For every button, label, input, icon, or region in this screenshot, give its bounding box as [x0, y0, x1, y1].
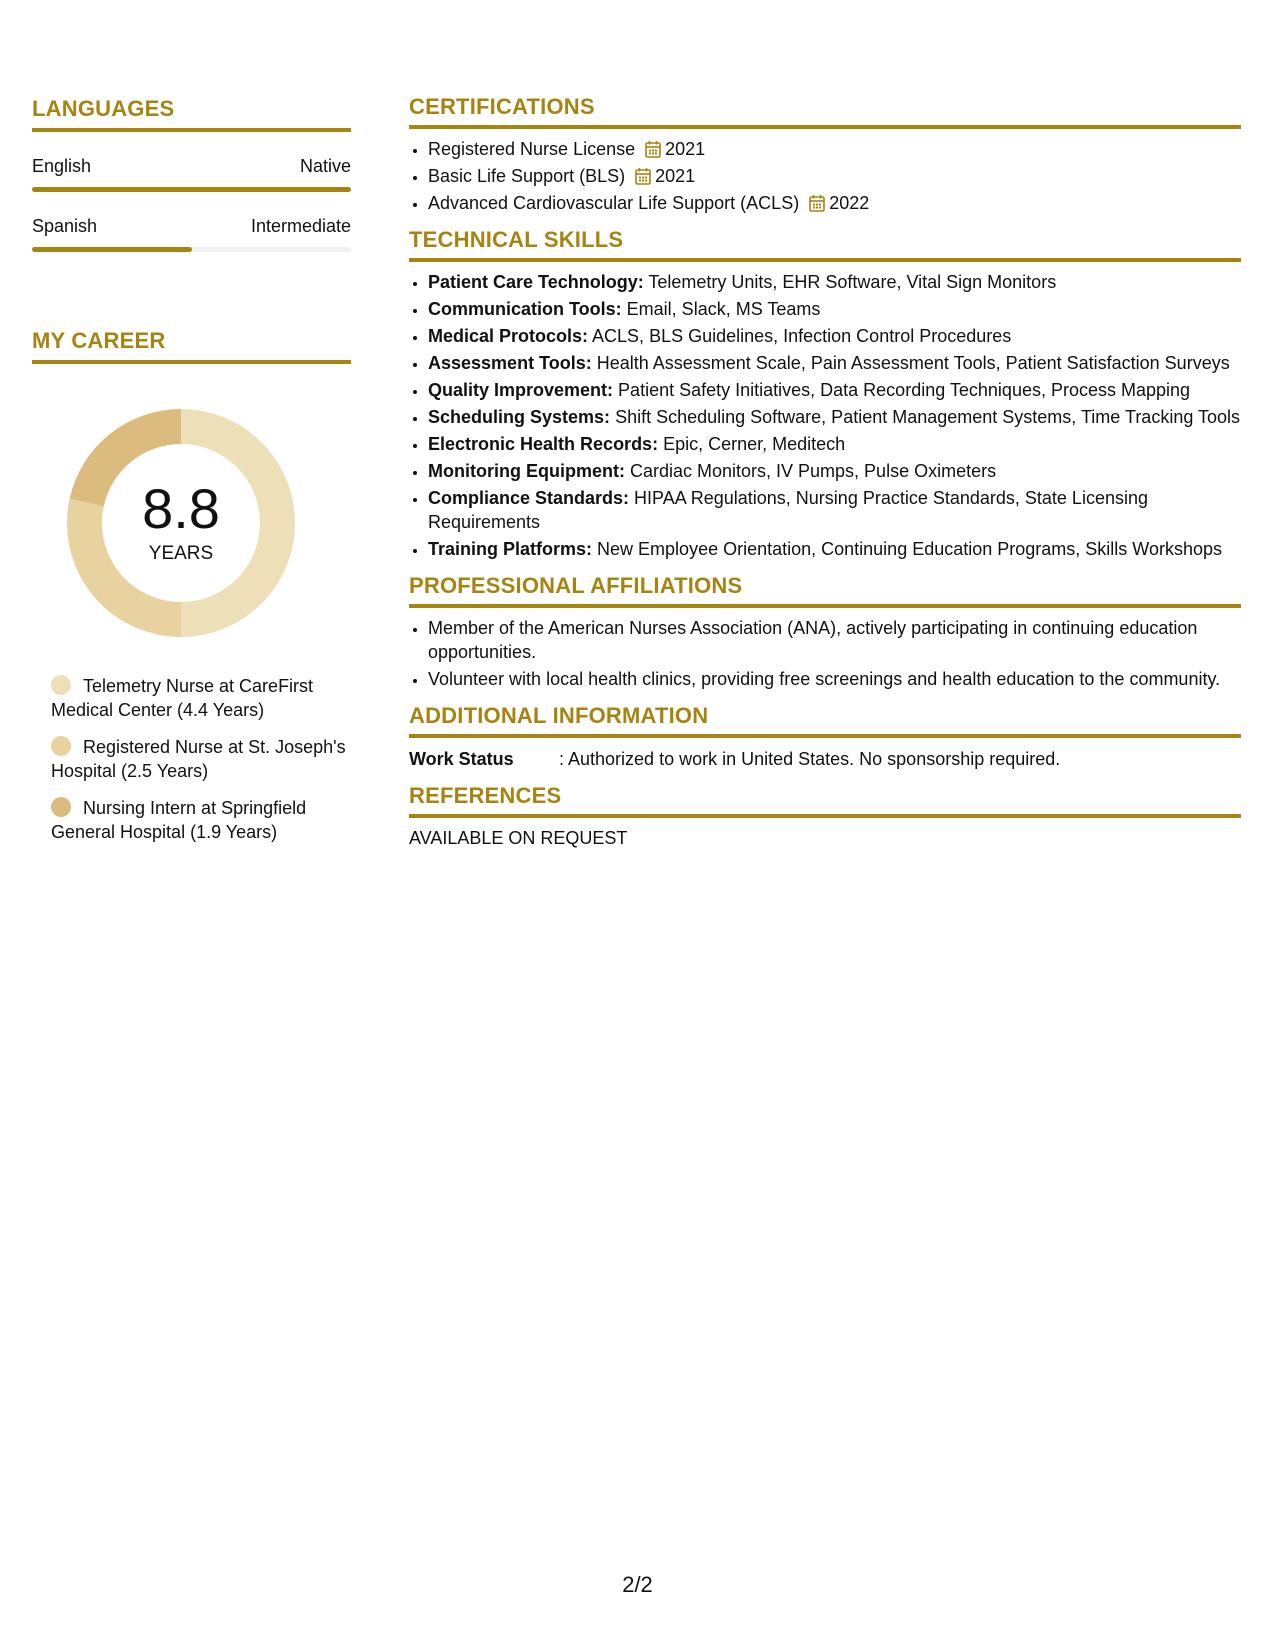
certification-item: [428, 164, 1241, 188]
references-section: [409, 783, 1241, 849]
skill-label: Quality Improvement:: [428, 380, 614, 400]
skill-item: [428, 351, 1241, 375]
skill-label: Compliance Standards:: [428, 488, 630, 508]
skill-label: Training Platforms:: [428, 539, 593, 559]
skill-text: Epic, Cerner, Meditech: [658, 434, 846, 454]
affiliation-item: • Volunteer with local health clinics, providing free screenings and health education to the community.: [428, 667, 1241, 691]
languages-heading: LANGUAGES: [32, 96, 351, 132]
certifications-section: [409, 94, 1241, 215]
work-status-value: : Authorized to work in United States. No sponsorship required.: [559, 749, 1061, 769]
legend-dot: [51, 736, 71, 756]
skill-text: Email, Slack, MS Teams: [621, 299, 821, 319]
career-total-value: 8.8: [142, 477, 220, 540]
legend-dot: [51, 797, 71, 817]
language-item: [32, 156, 351, 192]
career-legend-item: [51, 674, 351, 722]
certification-item: [428, 137, 1241, 161]
language-level: Intermediate: [250, 216, 351, 236]
page-number: 2/2: [622, 1572, 653, 1597]
skill-text: Shift Scheduling Software, Patient Management Systems, Time Tracking Tools: [610, 407, 1241, 427]
legend-label: Registered Nurse at St. Joseph's Hospital (2.5 Years): [51, 737, 346, 781]
skill-item: [428, 324, 1241, 348]
calendar-icon: [809, 194, 825, 212]
skill-text: Cardiac Monitors, IV Pumps, Pulse Oximeters: [624, 461, 997, 481]
skill-text: ACLS, BLS Guidelines, Infection Control Procedures: [588, 326, 1012, 346]
legend-label: Nursing Intern at Springfield General Hospital (1.9 Years): [51, 798, 307, 842]
language-name: Spanish: [32, 216, 98, 236]
career-donut-chart: [66, 408, 296, 638]
languages-section: [32, 96, 351, 252]
affiliation-item: • Member of the American Nurses Association (ANA), actively participating in continuing education opportunities.: [428, 616, 1241, 664]
career-total-unit: YEARS: [148, 543, 214, 564]
career-heading: MY CAREER: [32, 328, 351, 364]
work-status-label: Work Status: [409, 749, 514, 769]
certifications-list: [409, 137, 1241, 215]
left-column: [32, 96, 351, 857]
right-column: [409, 94, 1241, 849]
skill-text: Patient Safety Initiatives, Data Recording Techniques, Process Mapping: [613, 380, 1191, 400]
technical-skills-section: [409, 227, 1241, 561]
affiliations-section: [409, 573, 1241, 691]
references-heading: REFERENCES: [409, 783, 1241, 818]
certification-name: Basic Life Support (BLS): [428, 166, 626, 186]
affiliations-heading: PROFESSIONAL AFFILIATIONS: [409, 573, 1241, 608]
career-legend-item: [51, 796, 351, 844]
additional-info-section: [409, 703, 1241, 771]
career-section: [32, 328, 351, 844]
skill-text: New Employee Orientation, Continuing Education Programs, Skills Workshops: [592, 539, 1222, 559]
skill-item: [428, 405, 1241, 429]
skill-item: [428, 459, 1241, 483]
career-legend: [51, 674, 351, 844]
certification-year: 2021: [655, 166, 696, 186]
certification-year: 2021: [665, 139, 706, 159]
work-status-row: [409, 747, 1241, 771]
skill-label: Medical Protocols:: [428, 326, 589, 346]
skill-text: Telemetry Units, EHR Software, Vital Sign Monitors: [643, 272, 1057, 292]
skill-label: Assessment Tools:: [428, 353, 592, 373]
skill-item: [428, 537, 1241, 561]
certifications-heading: CERTIFICATIONS: [409, 94, 1241, 129]
language-proficiency-fill: [32, 247, 192, 252]
career-legend-item: [51, 735, 351, 783]
technical-skills-heading: TECHNICAL SKILLS: [409, 227, 1241, 262]
skill-label: Patient Care Technology:: [428, 272, 644, 292]
technical-skills-list: [409, 270, 1241, 561]
language-item: [32, 216, 351, 252]
calendar-icon: [645, 140, 661, 158]
skill-label: Monitoring Equipment:: [428, 461, 625, 481]
additional-info-heading: ADDITIONAL INFORMATION: [409, 703, 1241, 738]
language-proficiency-bar: [32, 187, 351, 192]
skill-label: Electronic Health Records:: [428, 434, 659, 454]
language-name: English: [32, 156, 92, 176]
references-text: AVAILABLE ON REQUEST: [409, 828, 628, 848]
skill-item: [428, 432, 1241, 456]
certification-item: [428, 191, 1241, 215]
legend-dot: [51, 675, 71, 695]
language-level: Native: [299, 156, 351, 176]
language-proficiency-bar: [32, 247, 351, 252]
language-proficiency-fill: [32, 187, 351, 192]
certification-name: Advanced Cardiovascular Life Support (ACLS): [428, 193, 800, 213]
skill-item: [428, 378, 1241, 402]
skill-text: HIPAA Regulations, Nursing Practice Standards, State Licensing Requirements: [428, 488, 1148, 532]
certification-year: 2022: [829, 193, 870, 213]
skill-label: Scheduling Systems:: [428, 407, 611, 427]
affiliations-list: [409, 616, 1241, 691]
skill-item: [428, 297, 1241, 321]
skill-label: Communication Tools:: [428, 299, 622, 319]
skill-item: [428, 270, 1241, 294]
skill-text: Health Assessment Scale, Pain Assessment Tools, Patient Satisfaction Surveys: [591, 353, 1230, 373]
skill-item: [428, 486, 1241, 534]
certification-name: Registered Nurse License: [428, 139, 636, 159]
legend-label: Telemetry Nurse at CareFirst Medical Center (4.4 Years): [51, 676, 314, 720]
calendar-icon: [635, 167, 651, 185]
